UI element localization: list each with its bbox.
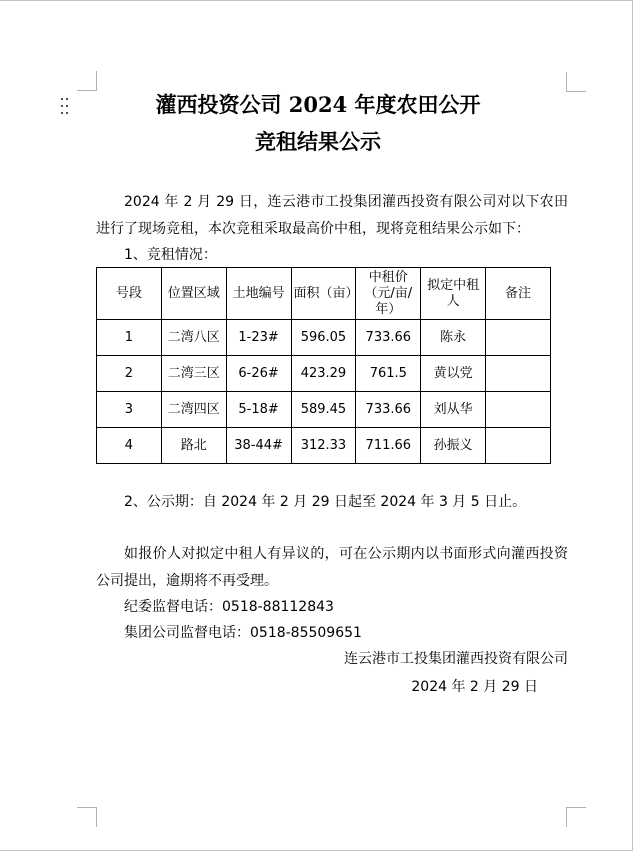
cell-number: 1 — [97, 320, 162, 356]
section2-publicity-period: 2、公示期：自 2024 年 2 月 29 日起至 2024 年 3 月 5 日止。 — [124, 494, 527, 510]
col-header-remark: 备注 — [486, 268, 551, 320]
intro-paragraph: 2024 年 2 月 29 日，连云港市工投集团灌西投资有限公司对以下农田进行了现场竞租，本次竞租采取最高价中租，现将竞租结果公示如下： — [96, 194, 568, 237]
objection-paragraph: 如报价人对拟定中租人有异议的，可在公示期内以书面形式向灌西投资公司提出，逾期将不再受理。 — [96, 546, 568, 589]
cell-area: 596.05 — [291, 320, 356, 356]
col-header-area: 面积（亩） — [291, 268, 356, 320]
cell-remark — [486, 392, 551, 428]
group-phone-line: 集团公司监督电话：0518-85509651 — [124, 625, 362, 641]
cell-number: 4 — [97, 428, 162, 464]
table-row — [97, 320, 551, 356]
cell-remark — [486, 428, 551, 464]
document-title — [0, 86, 636, 160]
cell-winner: 刘从华 — [421, 392, 486, 428]
table-header — [97, 268, 551, 320]
cell-number: 2 — [97, 356, 162, 392]
col-header-land-code: 土地编号 — [226, 268, 291, 320]
cell-rent-price: 711.66 — [356, 428, 421, 464]
cell-remark — [486, 356, 551, 392]
cell-remark — [486, 320, 551, 356]
cell-land-code: 6-26# — [226, 356, 291, 392]
col-header-rent-price: 中租价（元/亩/年） — [356, 268, 421, 320]
cell-number: 3 — [97, 392, 162, 428]
cell-area: 312.33 — [291, 428, 356, 464]
table-header-row — [97, 268, 551, 320]
cell-land-code: 38-44# — [226, 428, 291, 464]
discipline-phone-line: 纪委监督电话：0518-88112843 — [124, 599, 334, 615]
section1-label: 1、竞租情况： — [124, 247, 217, 263]
cell-winner: 孙振义 — [421, 428, 486, 464]
cell-winner: 黄以党 — [421, 356, 486, 392]
margin-corner-mark-bottom-right — [566, 807, 586, 827]
cell-rent-price: 733.66 — [356, 392, 421, 428]
signature-date: 2024 年 2 月 29 日 — [411, 679, 538, 695]
col-header-number: 号段 — [97, 268, 162, 320]
table-body — [97, 320, 551, 464]
cell-land-code: 1-23# — [226, 320, 291, 356]
cell-area: 423.29 — [291, 356, 356, 392]
col-header-winner: 拟定中租人 — [421, 268, 486, 320]
document-title-line1: 灌西投资公司 2024 年度农田公开 — [155, 92, 481, 117]
cell-winner: 陈永 — [421, 320, 486, 356]
cell-location: 路北 — [161, 428, 226, 464]
col-header-location: 位置区域 — [161, 268, 226, 320]
cell-location: 二湾四区 — [161, 392, 226, 428]
cell-rent-price: 761.5 — [356, 356, 421, 392]
bid-result-table — [96, 267, 551, 464]
document-title-line2: 竞租结果公示 — [255, 129, 381, 154]
cell-area: 589.45 — [291, 392, 356, 428]
signature-company: 连云港市工投集团灌西投资有限公司 — [344, 651, 568, 667]
table-row — [97, 428, 551, 464]
cell-land-code: 5-18# — [226, 392, 291, 428]
cell-location: 二湾八区 — [161, 320, 226, 356]
margin-corner-mark-bottom-left — [77, 807, 97, 827]
table-row — [97, 392, 551, 428]
cell-location: 二湾三区 — [161, 356, 226, 392]
cell-rent-price: 733.66 — [356, 320, 421, 356]
table-row — [97, 356, 551, 392]
